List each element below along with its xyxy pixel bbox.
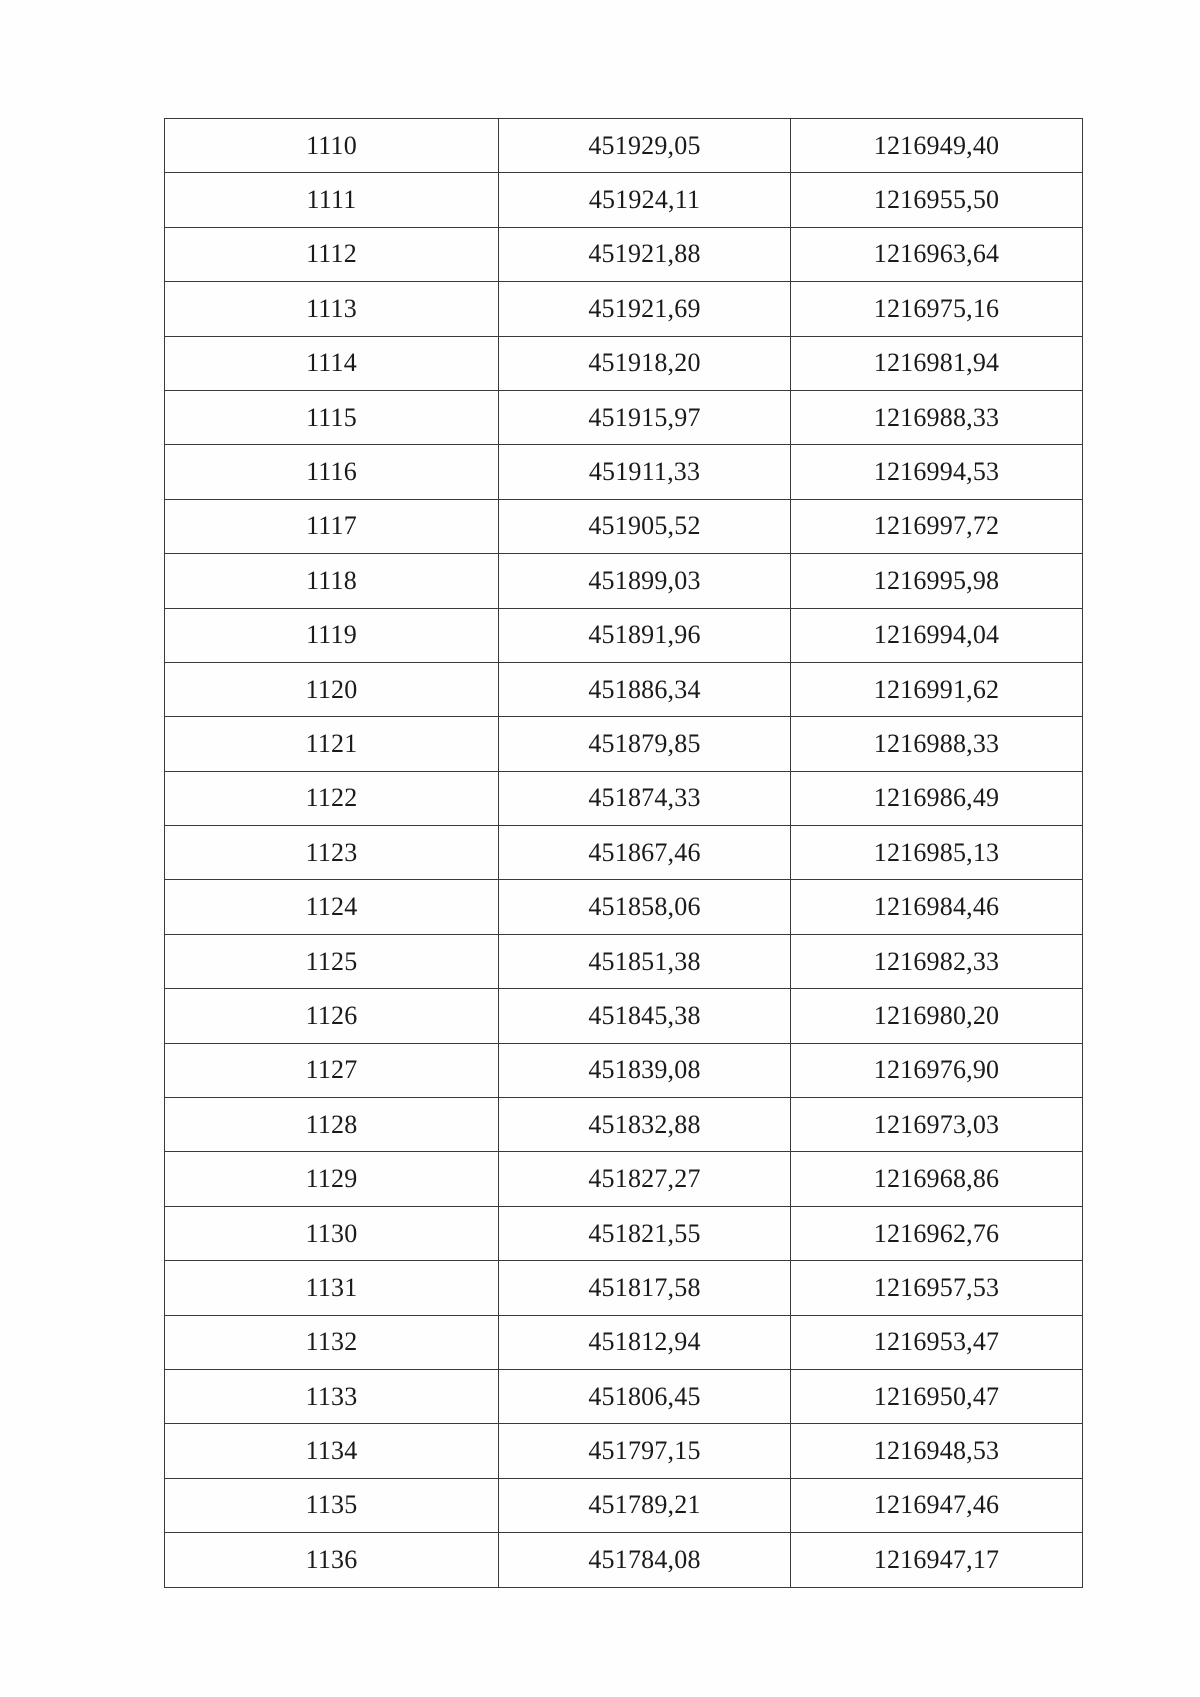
y-coordinate-cell: 1216988,33: [791, 390, 1083, 444]
coordinates-table: [164, 118, 1083, 1588]
x-coordinate-cell: 451921,88: [499, 227, 791, 281]
x-coordinate-cell: 451867,46: [499, 826, 791, 880]
y-coordinate-cell: 1216976,90: [791, 1043, 1083, 1097]
x-coordinate-cell: 451905,52: [499, 499, 791, 553]
y-coordinate-cell: 1216948,53: [791, 1424, 1083, 1478]
table-row: [165, 1315, 1083, 1369]
table-row: [165, 1152, 1083, 1206]
y-coordinate-cell: 1216963,64: [791, 227, 1083, 281]
y-coordinate-cell: 1216968,86: [791, 1152, 1083, 1206]
point-number-cell: 1133: [165, 1369, 499, 1423]
table-row: [165, 662, 1083, 716]
x-coordinate-cell: 451886,34: [499, 662, 791, 716]
table-row: [165, 771, 1083, 825]
point-number-cell: 1113: [165, 282, 499, 336]
point-number-cell: 1124: [165, 880, 499, 934]
table-row: [165, 934, 1083, 988]
point-number-cell: 1129: [165, 1152, 499, 1206]
y-coordinate-cell: 1216962,76: [791, 1206, 1083, 1260]
x-coordinate-cell: 451827,27: [499, 1152, 791, 1206]
table-row: [165, 608, 1083, 662]
table-row: [165, 1478, 1083, 1532]
coordinates-table-body: [165, 119, 1083, 1588]
point-number-cell: 1120: [165, 662, 499, 716]
x-coordinate-cell: 451797,15: [499, 1424, 791, 1478]
x-coordinate-cell: 451929,05: [499, 119, 791, 173]
point-number-cell: 1126: [165, 989, 499, 1043]
x-coordinate-cell: 451874,33: [499, 771, 791, 825]
point-number-cell: 1130: [165, 1206, 499, 1260]
y-coordinate-cell: 1216984,46: [791, 880, 1083, 934]
y-coordinate-cell: 1216988,33: [791, 717, 1083, 771]
table-row: [165, 989, 1083, 1043]
point-number-cell: 1116: [165, 445, 499, 499]
x-coordinate-cell: 451851,38: [499, 934, 791, 988]
table-row: [165, 1206, 1083, 1260]
y-coordinate-cell: 1216975,16: [791, 282, 1083, 336]
y-coordinate-cell: 1216980,20: [791, 989, 1083, 1043]
y-coordinate-cell: 1216949,40: [791, 119, 1083, 173]
y-coordinate-cell: 1216991,62: [791, 662, 1083, 716]
point-number-cell: 1136: [165, 1533, 499, 1587]
point-number-cell: 1131: [165, 1261, 499, 1315]
x-coordinate-cell: 451845,38: [499, 989, 791, 1043]
table-row: [165, 499, 1083, 553]
point-number-cell: 1121: [165, 717, 499, 771]
x-coordinate-cell: 451817,58: [499, 1261, 791, 1315]
table-row: [165, 390, 1083, 444]
point-number-cell: 1122: [165, 771, 499, 825]
x-coordinate-cell: 451879,85: [499, 717, 791, 771]
point-number-cell: 1112: [165, 227, 499, 281]
table-row: [165, 1261, 1083, 1315]
x-coordinate-cell: 451821,55: [499, 1206, 791, 1260]
point-number-cell: 1125: [165, 934, 499, 988]
x-coordinate-cell: 451789,21: [499, 1478, 791, 1532]
table-row: [165, 173, 1083, 227]
y-coordinate-cell: 1216994,53: [791, 445, 1083, 499]
y-coordinate-cell: 1216981,94: [791, 336, 1083, 390]
y-coordinate-cell: 1216994,04: [791, 608, 1083, 662]
table-row: [165, 1369, 1083, 1423]
point-number-cell: 1134: [165, 1424, 499, 1478]
x-coordinate-cell: 451915,97: [499, 390, 791, 444]
y-coordinate-cell: 1216950,47: [791, 1369, 1083, 1423]
x-coordinate-cell: 451899,03: [499, 554, 791, 608]
x-coordinate-cell: 451911,33: [499, 445, 791, 499]
table-row: [165, 227, 1083, 281]
point-number-cell: 1118: [165, 554, 499, 608]
y-coordinate-cell: 1216997,72: [791, 499, 1083, 553]
table-row: [165, 336, 1083, 390]
y-coordinate-cell: 1216986,49: [791, 771, 1083, 825]
y-coordinate-cell: 1216957,53: [791, 1261, 1083, 1315]
table-row: [165, 282, 1083, 336]
y-coordinate-cell: 1216985,13: [791, 826, 1083, 880]
table-row: [165, 1533, 1083, 1587]
y-coordinate-cell: 1216982,33: [791, 934, 1083, 988]
table-row: [165, 826, 1083, 880]
table-row: [165, 880, 1083, 934]
point-number-cell: 1115: [165, 390, 499, 444]
table-row: [165, 445, 1083, 499]
table-row: [165, 717, 1083, 771]
y-coordinate-cell: 1216955,50: [791, 173, 1083, 227]
point-number-cell: 1111: [165, 173, 499, 227]
point-number-cell: 1114: [165, 336, 499, 390]
y-coordinate-cell: 1216995,98: [791, 554, 1083, 608]
table-row: [165, 1043, 1083, 1097]
point-number-cell: 1127: [165, 1043, 499, 1097]
table-row: [165, 119, 1083, 173]
x-coordinate-cell: 451832,88: [499, 1098, 791, 1152]
point-number-cell: 1110: [165, 119, 499, 173]
x-coordinate-cell: 451921,69: [499, 282, 791, 336]
point-number-cell: 1128: [165, 1098, 499, 1152]
x-coordinate-cell: 451812,94: [499, 1315, 791, 1369]
x-coordinate-cell: 451924,11: [499, 173, 791, 227]
table-row: [165, 1424, 1083, 1478]
x-coordinate-cell: 451891,96: [499, 608, 791, 662]
y-coordinate-cell: 1216947,17: [791, 1533, 1083, 1587]
x-coordinate-cell: 451858,06: [499, 880, 791, 934]
table-row: [165, 1098, 1083, 1152]
y-coordinate-cell: 1216953,47: [791, 1315, 1083, 1369]
point-number-cell: 1117: [165, 499, 499, 553]
point-number-cell: 1135: [165, 1478, 499, 1532]
y-coordinate-cell: 1216973,03: [791, 1098, 1083, 1152]
point-number-cell: 1132: [165, 1315, 499, 1369]
x-coordinate-cell: 451806,45: [499, 1369, 791, 1423]
y-coordinate-cell: 1216947,46: [791, 1478, 1083, 1532]
table-row: [165, 554, 1083, 608]
point-number-cell: 1123: [165, 826, 499, 880]
x-coordinate-cell: 451784,08: [499, 1533, 791, 1587]
x-coordinate-cell: 451839,08: [499, 1043, 791, 1097]
point-number-cell: 1119: [165, 608, 499, 662]
x-coordinate-cell: 451918,20: [499, 336, 791, 390]
